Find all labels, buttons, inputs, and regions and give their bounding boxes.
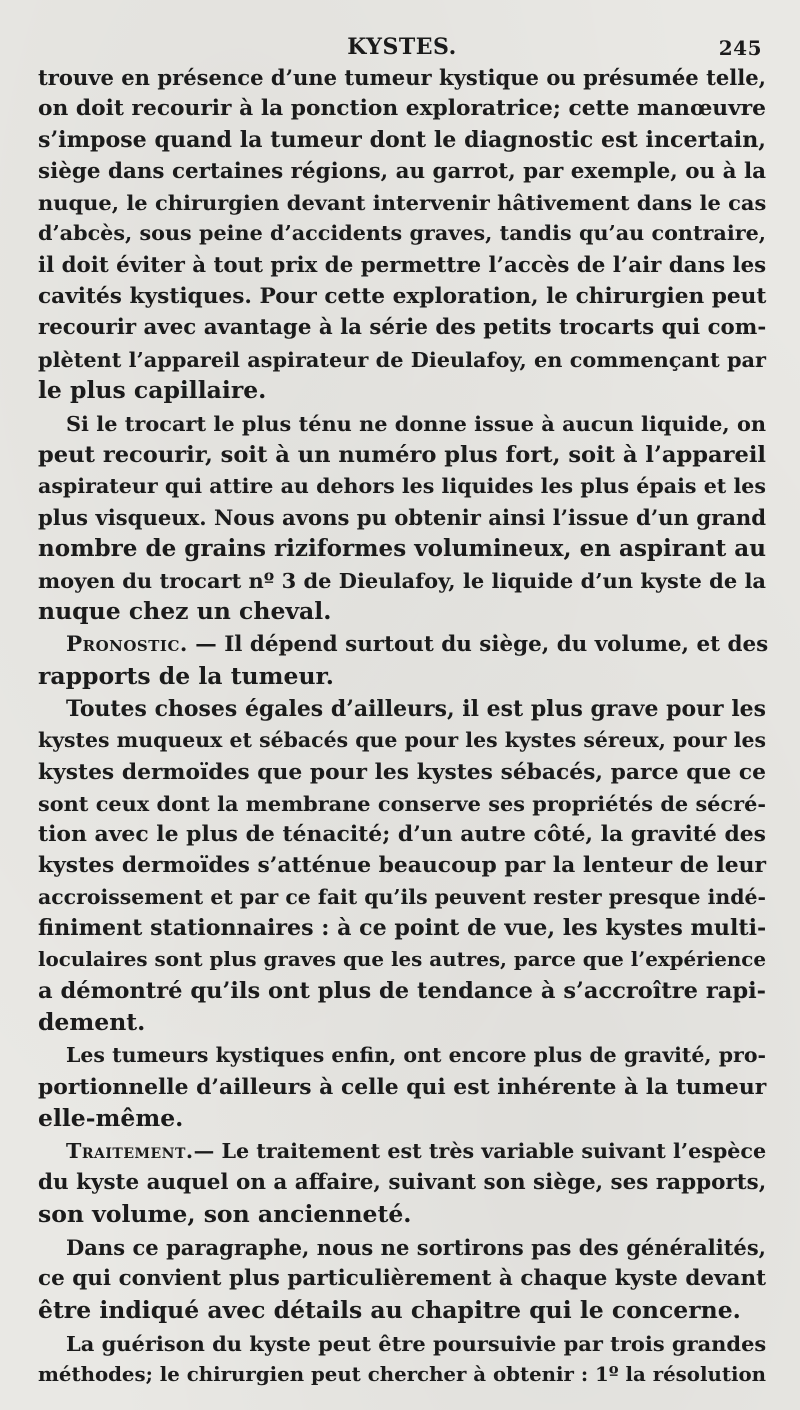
text-line: sont ceux dont la membrane conserve ses propriétés de sécré-	[38, 790, 766, 816]
text-line: Toutes choses égales d’ailleurs, il est plus grave pour les	[66, 695, 766, 722]
paragraph-pronostic	[38, 629, 769, 692]
text-line: portionnelle d’ailleurs à celle qui est inhérente à la tumeur	[38, 1073, 767, 1100]
text-line: plètent l’appareil aspirateur de Dieulafoy, en commençant par	[38, 346, 766, 372]
text-line: Dans ce paragraphe, nous ne sortirons pas des généralités,	[66, 1234, 766, 1260]
text-line: kystes dermoïdes s’atténue beaucoup par la lenteur de leur	[38, 853, 766, 879]
text-line: elle-même.	[38, 1103, 184, 1132]
text-line	[38, 1136, 766, 1167]
paragraph-traitement	[38, 1136, 766, 1230]
section-heading-traitement: Traitement.	[66, 1139, 194, 1164]
text-line: finiment stationnaires : à ce point de vue, les kystes multi-	[38, 915, 767, 942]
text-line: son volume, son ancienneté.	[38, 1199, 412, 1228]
text-line: siège dans certaines régions, au garrot, par exemple, ou à la	[38, 158, 766, 184]
text-line: rapports de la tumeur.	[38, 661, 334, 690]
text-line: cavités kystiques. Pour cette exploration, le chirurgien peut	[38, 284, 767, 310]
section-heading-pronostic: Pronostic.	[66, 632, 188, 658]
paragraph	[38, 694, 766, 1038]
page-number: 245	[718, 36, 762, 60]
text-line	[38, 629, 769, 660]
paragraph	[38, 1328, 766, 1391]
running-title: KYSTES.	[347, 34, 457, 60]
text-line: Les tumeurs kystiques enfin, ont encore plus de gravité, pro-	[66, 1043, 766, 1068]
text-line: aspirateur qui attire au dehors les liquides les plus épais et les	[38, 473, 766, 498]
text-line: accroissement et par ce fait qu’ils peuvent rester presque indé-	[38, 884, 766, 909]
text-line: tion avec le plus de ténacité; d’un autre côté, la gravité des	[38, 821, 766, 848]
text-line: dement.	[38, 1007, 146, 1036]
text-line: peut recourir, soit à un numéro plus fort, soit à l’appareil	[38, 441, 766, 468]
text-line: nuque chez un cheval.	[38, 597, 332, 626]
text-line: d’abcès, sous peine d’accidents graves, tandis qu’au contraire,	[38, 221, 766, 246]
text-line: le plus capillaire.	[38, 375, 267, 404]
text-line: plus visqueux. Nous avons pu obtenir ainsi l’issue d’un grand	[38, 505, 767, 531]
text-line: nombre de grains riziformes volumineux, en aspirant au	[38, 535, 766, 563]
paragraph	[38, 62, 766, 406]
text-run: — Il dépend surtout du siège, du volume, et des	[187, 632, 769, 658]
text-line: méthodes; le chirurgien peut chercher à obtenir : 1º la résolution	[38, 1362, 766, 1387]
paragraph	[38, 408, 766, 627]
text-line: a démontré qu’ils ont plus de tendance à s’accroître rapi-	[38, 977, 766, 1004]
text-line: La guérison du kyste peut être poursuivie par trois grandes	[66, 1330, 767, 1356]
text-run: — Le traitement est très variable suivant l’espèce	[193, 1139, 767, 1164]
text-line: être indiqué avec détails au chapitre qui le concerne.	[38, 1295, 741, 1324]
text-line: du kyste auquel on a affaire, suivant son siège, ses rapports,	[38, 1170, 767, 1196]
text-line: trouve en présence d’une tumeur kystique ou présumée telle,	[38, 65, 766, 90]
text-line: il doit éviter à tout prix de permettre l’accès de l’air dans les	[38, 252, 767, 278]
text-line: on doit recourir à la ponction exploratrice; cette manœuvre	[38, 96, 766, 122]
paragraph	[38, 1040, 766, 1134]
text-line: Si le trocart le plus ténu ne donne issue à aucun liquide, on	[66, 411, 766, 437]
text-line: ce qui convient plus particulièrement à chaque kyste devant	[38, 1266, 766, 1292]
text-line: moyen du trocart nº 3 de Dieulafoy, le liquide d’un kyste de la	[38, 567, 767, 593]
text-line: recourir avec avantage à la série des petits trocarts qui com-	[38, 315, 767, 341]
text-line: kystes muqueux et sébacés que pour les kystes séreux, pour les	[38, 728, 766, 753]
running-head	[38, 30, 766, 62]
text-line: kystes dermoïdes que pour les kystes sébacés, parce que ce	[38, 759, 766, 785]
paragraph	[38, 1232, 766, 1326]
text-line: nuque, le chirurgien devant intervenir hâtivement dans le cas	[38, 190, 767, 216]
body-text	[38, 62, 769, 1390]
text-line: s’impose quand la tumeur dont le diagnostic est incertain,	[38, 126, 766, 153]
text-line: loculaires sont plus graves que les autres, parce que l’expérience	[38, 947, 766, 972]
